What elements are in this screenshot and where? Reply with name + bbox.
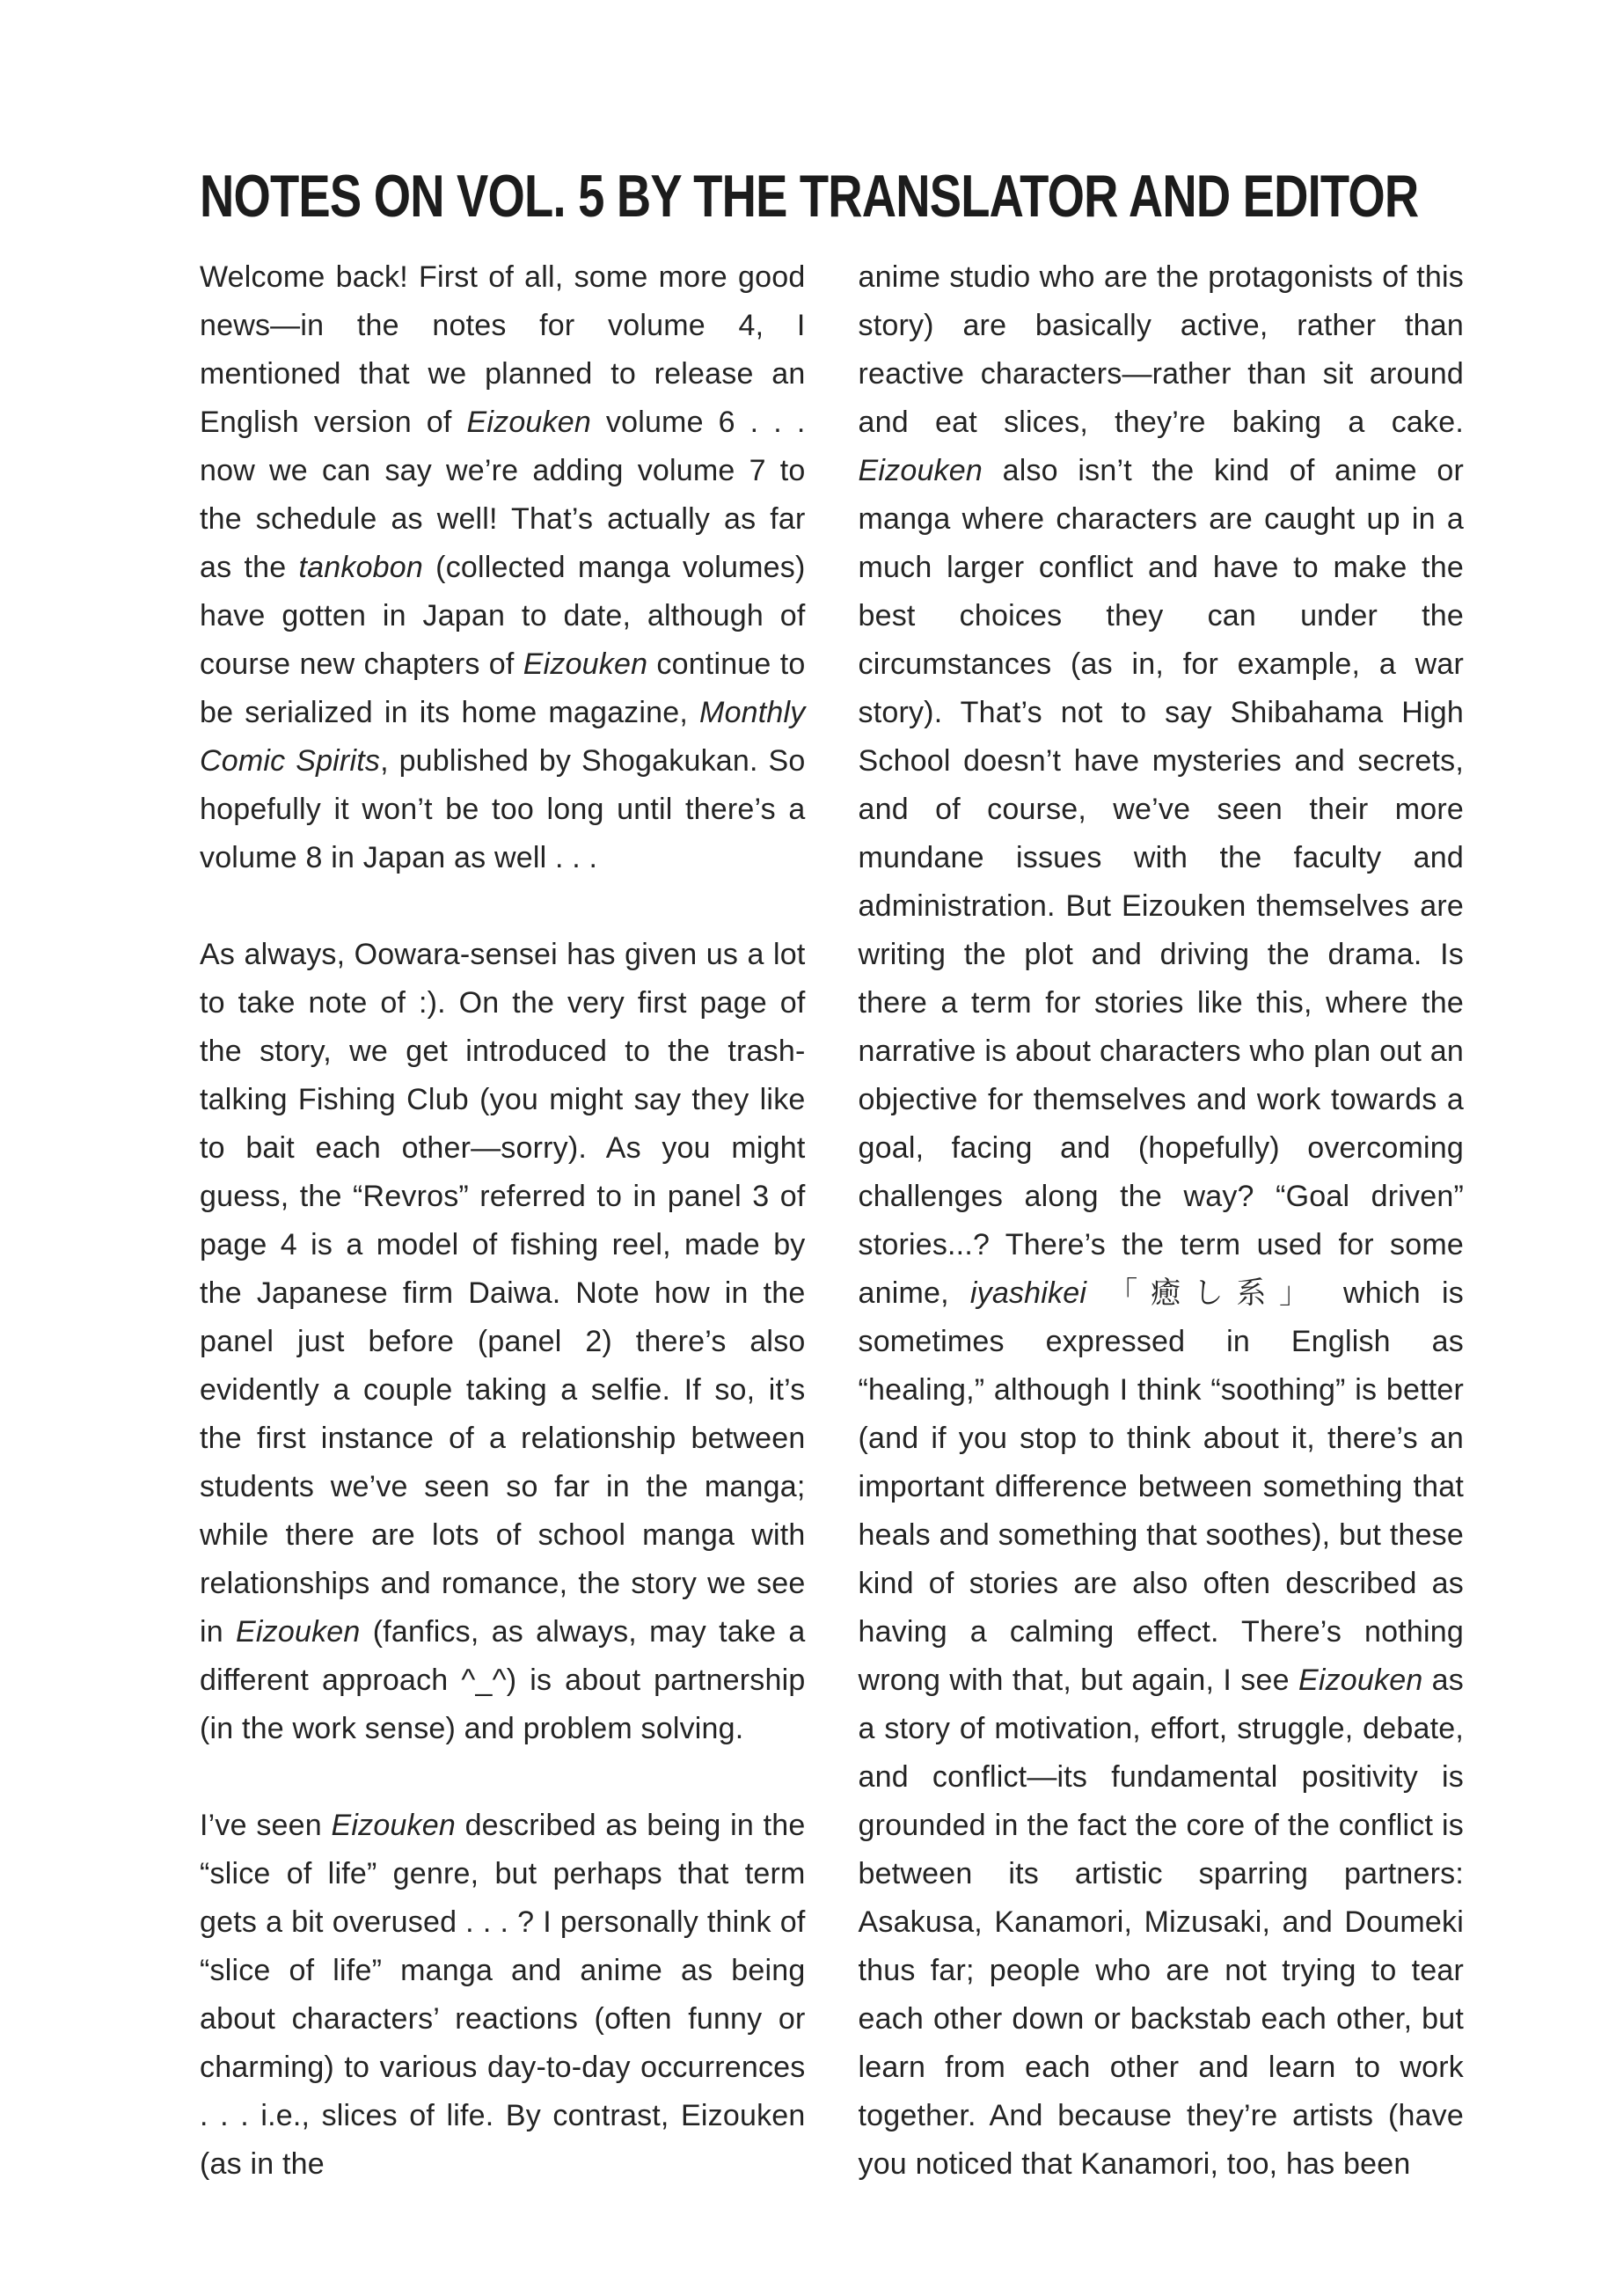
paragraph <box>859 253 1465 2189</box>
text-segment: described as being in the “slice of life” genre, but perhaps that term gets a bit overused . . . ? I personally think of “slice of life” manga and anime as being about characters’ reactions (often funny or charming) to various day-to-day occurrences . . . i.e., slices of life. By contrast, Eizouken (as in the <box>200 1809 806 2181</box>
text-segment: I’ve seen <box>200 1809 332 1842</box>
paragraph <box>200 931 806 1753</box>
italic-text-segment: Eizouken <box>466 406 591 439</box>
text-segment: as a story of motivation, effort, struggle, debate, and conflict—its fundamental positivity is grounded in the fact the core of the conflict is between its artistic sparring partners: Asakusa, Kanamori, Mizusaki, and Doumeki thus far; people who are not trying to tear each other down or backstab each other, but learn from each other and learn to work together. And because they’re artists (have you noticed that Kanamori, too, has been <box>858 1664 1464 2181</box>
text-segment: volume 6 . . . now we can say we’re adding volume 7 to the schedule as well! That’s actually as far as the <box>200 406 806 584</box>
italic-text-segment: Eizouken <box>1298 1664 1423 1697</box>
text-segment: Welcome back! First of all, some more good news—in the notes for volume 4, I mentioned that we planned to release an English version of <box>200 260 806 439</box>
text-segment: As always, Oowara-sensei has given us a lot to take note of :). On the very first page of the story, we get introduced to the trash-talking Fishing Club (you might say they like to bait each other—sorry). As you might guess, the “Revros” referred to in panel 3 of page 4 is a model of fishing reel, made by the Japanese firm Daiwa. Note how in the panel just before (panel 2) there’s also evidently a couple taking a selfie. If so, it’s the first instance of a relationship between students we’ve seen so far in the manga; while there are lots of school manga with relationships and romance, the story we see in <box>200 938 806 1649</box>
paragraph <box>200 1802 806 2189</box>
text-columns <box>200 253 1464 2189</box>
text-segment: anime studio who are the protagonists of this story) are basically active, rather than reactive characters—rather than sit around and eat slices, they’re baking a cake. <box>858 260 1464 439</box>
column-left <box>200 253 806 2189</box>
italic-text-segment: Monthly Comic Spirits <box>200 696 806 778</box>
text-segment: , published by Shogakukan. So hopefully it won’t be too long until there’s a volume 8 in Japan as well . . . <box>200 744 806 874</box>
italic-text-segment: Eizouken <box>858 454 983 487</box>
italic-text-segment: tankobon <box>298 551 424 584</box>
text-segment: 「癒し系」 which is sometimes expressed in English as “healing,” although I think “soothing” is better (and if you stop to think about it, there’s an important difference between something that heals and something that soothes), but these kind of stories are also often described as having a calming effect. There’s nothing wrong with that, but again, I see <box>858 1276 1464 1697</box>
page-title-text: NOTES ON VOL. 5 BY THE TRANSLATOR AND EDITOR <box>200 163 1419 230</box>
text-segment: (fanfics, as always, may take a different approach ^_^) is about partnership (in the work sense) and problem solving. <box>200 1615 806 1745</box>
paragraph <box>200 253 806 882</box>
italic-text-segment: iyashikei <box>969 1276 1087 1310</box>
page-title <box>200 163 1464 230</box>
column-right <box>859 253 1465 2189</box>
text-segment: (collected manga volumes) have gotten in Japan to date, although of course new chapters of <box>200 551 806 681</box>
italic-text-segment: Eizouken <box>331 1809 456 1842</box>
italic-text-segment: Eizouken <box>523 647 648 681</box>
text-segment: continue to be serialized in its home magazine, <box>200 647 806 729</box>
text-segment: also isn’t the kind of anime or manga where characters are caught up in a much larger conflict and have to make the best choices they can under the circumstances (as in, for example, a war story). That’s not to say Shibahama High School doesn’t have mysteries and secrets, and of course, we’ve seen their more mundane issues with the faculty and administration. But Eizouken themselves are writing the plot and driving the drama. Is there a term for stories like this, where the narrative is about characters who plan out an objective for themselves and work towards a goal, facing and (hopefully) overcoming challenges along the way? “Goal driven” stories...? There’s the term used for some anime, <box>858 454 1464 1310</box>
italic-text-segment: Eizouken <box>236 1615 361 1649</box>
